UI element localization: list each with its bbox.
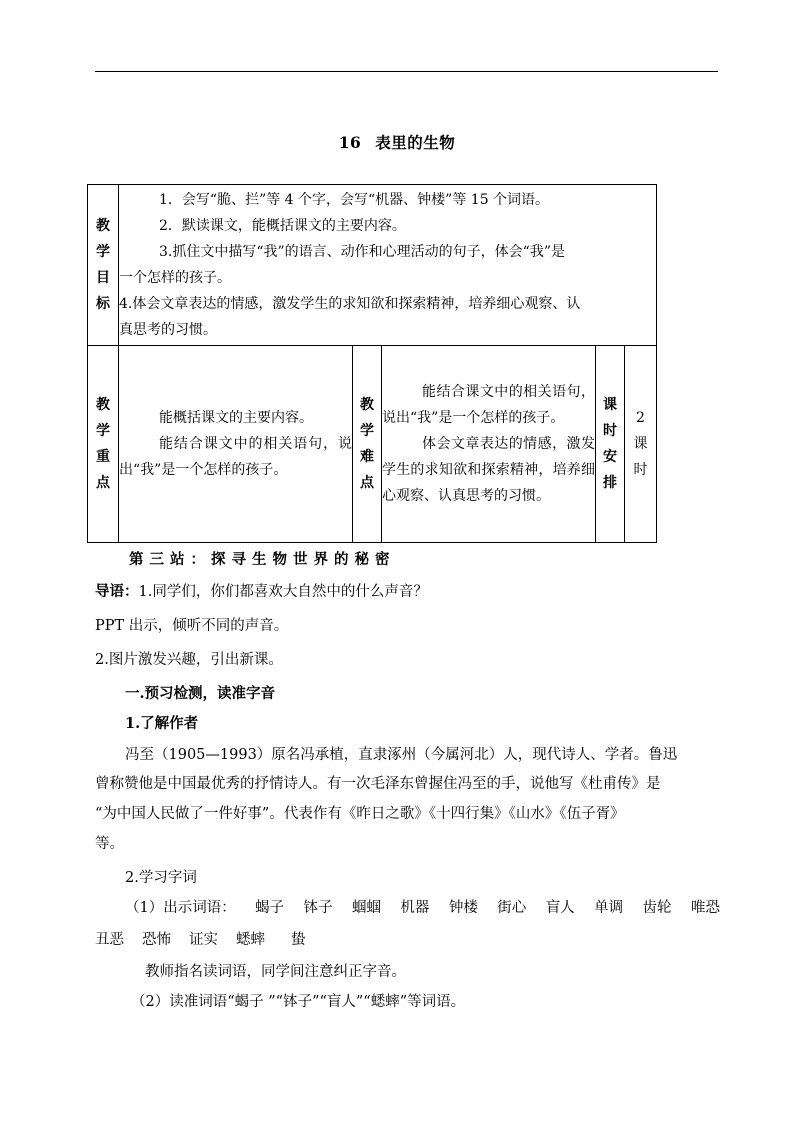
subsection-heading-2: 2.学习字词 [125,870,197,886]
intro-text-1: 1.同学们，你们都喜欢大自然中的什么声音？ [138,584,428,600]
hours-label: 课 时 安 排 [603,397,617,491]
intro-label: 导语： [95,583,139,600]
goal-line: 2．默读课文，能概括课文的主要内容。 [159,218,406,234]
goal-line: 4.体会文章表达的情感，激发学生的求知欲和探索精神，培养细心观察、认 [119,296,581,312]
word-item: 单调 [594,900,624,916]
word-item: 蝎子 [255,900,285,916]
author-line: 冯至（1905—1993）原名冯承植，直隶涿州（今属河北）人，现代诗人、学者。鲁迅 [125,747,678,763]
goal-line: 3.抓住文中描写“我”的语言、动作和心理活动的句子，体会“我”是 [159,244,565,260]
difficulty-label-cell [353,346,382,543]
words-line-1 [125,896,720,917]
word-item: 唯恐 [690,900,720,916]
difficulty-text: 能结合课文中的相关语句，说出“我”是一个怎样的孩子。 [382,384,595,426]
author-line: 曾称赞他是中国最优秀的抒情诗人。有一次毛泽东曾握住冯至的手，说他写《杜甫传》是 [95,776,661,792]
word-item: 蟋蟀 [236,932,265,948]
intro-line-2: PPT 出示，倾听不同的声音。 [95,618,289,634]
focus-label: 教 学 重 点 [96,397,110,491]
word-item: 盲人 [545,900,575,916]
hours-label-cell [596,346,625,543]
word-item: 蛰 [291,932,306,948]
author-line: 等。 [95,836,124,852]
word-item: 机器 [400,900,430,916]
intro-line-3: 2.图片激发兴趣，引出新课。 [95,652,283,668]
word-item: 钵子 [303,900,333,916]
difficulty-text: 体会文章表达的情感，激发学生的求知欲和探索精神，培养细心观察、认真思考的习惯。 [382,436,595,504]
goals-row [88,185,657,346]
hours-value: 2 课 时 [633,410,648,478]
word-item: 恐怖 [142,932,171,948]
word-item: 蝈蝈 [352,900,381,916]
difficulty-cell [382,346,596,543]
word-item: 证实 [189,932,218,948]
word-item: 街心 [497,900,527,916]
words-line-2 [95,928,306,949]
word-item: 钟楼 [448,900,478,916]
subsection-heading-1: 1.了解作者 [125,715,199,732]
lesson-title-text: 表里的生物 [375,133,456,152]
section-heading-1: 一.预习检测，读准字音 [125,685,276,702]
word-item: 丑恶 [95,932,124,948]
word-item: 齿轮 [642,900,672,916]
goal-line: 真思考的习惯。 [119,322,217,338]
lesson-number: 16 [338,133,362,152]
lesson-title [0,131,794,153]
author-line: “为中国人民做了一件好事”。代表作有《昨日之歌》《十四行集》《山水》《伍子胥》 [95,806,625,822]
words-intro: （1）出示词语： [125,900,236,916]
intro-line-1 [95,580,428,601]
goals-cell [119,185,657,346]
hours-value-cell [625,346,657,543]
focus-row [88,346,657,543]
goals-label: 教 学 目 标 [96,218,110,312]
lesson-plan-table [87,184,657,543]
read-words-line: （2）读准词语“蝎子 ”“钵子”“盲人”“蟋蟀”等词语。 [131,994,466,1010]
focus-label-cell [88,346,119,543]
teacher-note: 教师指名读词语，同学间注意纠正字音。 [145,964,406,980]
focus-cell [119,346,353,543]
focus-text: 能结合课文中的相关语句，说出“我”是一个怎样的孩子。 [119,436,352,478]
header-rule [95,71,718,72]
goals-label-cell [88,185,119,346]
station-heading: 第三站：探寻生物世界的秘密 [129,551,396,568]
difficulty-label: 教 学 难 点 [360,397,374,491]
goal-line: 一个怎样的孩子。 [119,270,231,286]
goal-line: 1．会写“脆、拦”等 4 个字，会写“机器、钟楼”等 15 个词语。 [159,192,550,208]
focus-text: 能概括课文的主要内容。 [159,410,313,426]
